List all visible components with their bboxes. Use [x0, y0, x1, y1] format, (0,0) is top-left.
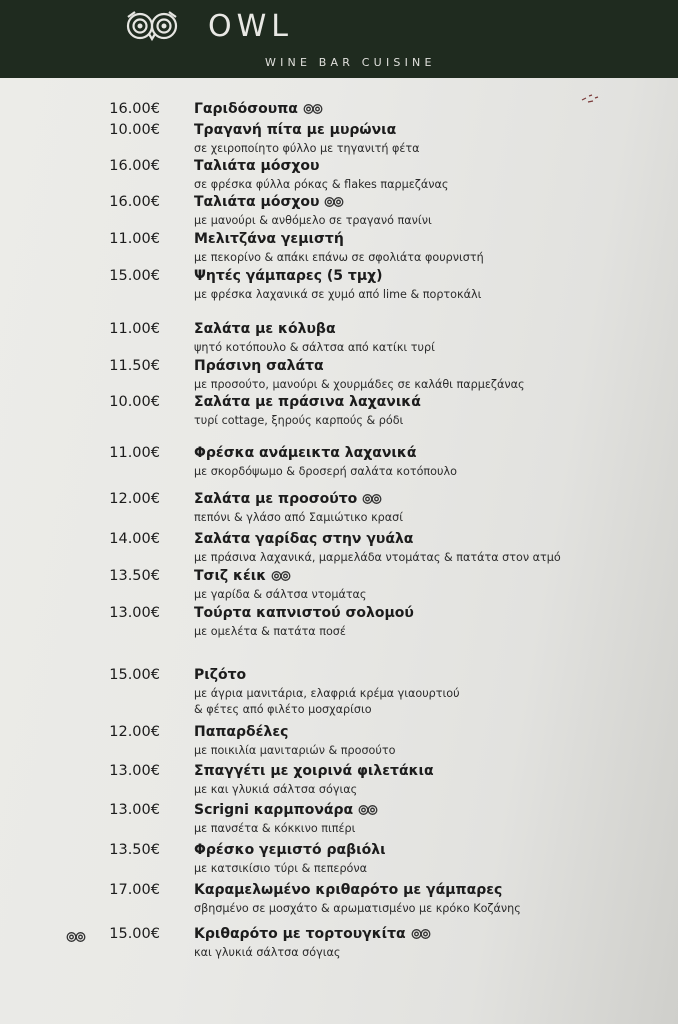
item-price: 16.00€: [109, 101, 160, 117]
item-name-text: Γαριδόσουπα: [194, 101, 298, 117]
item-name: [194, 194, 344, 210]
item-description: με και γλυκιά σάλτσα σόγιας: [194, 783, 358, 796]
item-name: [194, 667, 246, 683]
brand-name: OWL: [208, 9, 293, 44]
item-price: 17.00€: [109, 882, 160, 898]
item-description: & φέτες από φιλέτο μοσχαρίσιο: [194, 703, 372, 716]
item-name-text: Φρέσκο γεμιστό ραβιόλι: [194, 842, 386, 858]
item-price: 13.50€: [109, 568, 160, 584]
item-name: [194, 531, 413, 547]
item-description: με πεκορίνο & απάκι επάνω σε σφολιάτα φουρνιστή: [194, 251, 484, 264]
item-price: 11.00€: [109, 231, 160, 247]
item-description: με ποικιλία μανιταριών & προσούτο: [194, 744, 396, 757]
item-name-text: Σαλάτα με προσούτο: [194, 491, 358, 507]
item-name-text: Κριθαρότο με τορτουγκίτα: [194, 926, 406, 942]
item-price: 15.00€: [109, 667, 160, 683]
item-name-text: Τραγανή πίτα με μυρώνια: [194, 122, 397, 138]
item-price: 13.00€: [109, 605, 160, 621]
item-description: σε χειροποίητο φύλλο με τηγανιτή φέτα: [194, 142, 420, 155]
item-name: [194, 122, 396, 138]
item-name: [194, 605, 414, 621]
item-description: και γλυκιά σάλτσα σόγιας: [194, 946, 341, 959]
brand-tagline: WINE BAR CUISINE: [265, 56, 436, 69]
item-name-text: Ριζότο: [194, 667, 247, 683]
item-name-text: Σαλάτα με πράσινα λαχανικά: [194, 394, 421, 410]
item-name: [194, 882, 502, 898]
item-name: [194, 724, 288, 740]
item-price: 10.00€: [109, 394, 160, 410]
item-name: [194, 358, 324, 374]
item-name: [194, 394, 421, 410]
item-name-text: Μελιτζάνα γεμιστή: [194, 231, 344, 247]
item-name: [194, 268, 383, 284]
item-price: 15.00€: [109, 926, 160, 942]
owl-eyes-icon: [271, 570, 291, 582]
item-price: 16.00€: [109, 194, 160, 210]
item-price: 13.50€: [109, 842, 160, 858]
item-name: [194, 568, 291, 584]
item-name-text: Τούρτα καπνιστού σολομού: [194, 605, 414, 621]
item-description: ψητό κοτόπουλο & σάλτσα από κατίκι τυρί: [194, 341, 435, 354]
item-name: [194, 231, 344, 247]
item-description: με κατσικίσιο τύρι & πεπερόνα: [194, 862, 368, 875]
item-price: 12.00€: [109, 724, 160, 740]
item-name-text: Πράσινη σαλάτα: [194, 358, 324, 374]
item-name-text: Παπαρδέλες: [194, 724, 289, 740]
item-name-text: Σπαγγέτι με χοιρινά φιλετάκια: [194, 763, 434, 779]
item-name-text: Ταλιάτα μόσχου: [194, 194, 320, 210]
item-name: [194, 763, 434, 779]
item-name: [194, 491, 382, 507]
item-name-text: Φρέσκα ανάμεικτα λαχανικά: [194, 445, 417, 461]
item-description: με άγρια μανιτάρια, ελαφριά κρέμα γιαουρτιού: [194, 687, 460, 700]
item-name: [194, 802, 378, 818]
menu-header: [0, 0, 678, 78]
owl-eyes-icon: [362, 493, 382, 505]
item-name: [194, 842, 386, 858]
owl-eyes-icon: [324, 196, 344, 208]
item-name-text: Scrigni καρμπονάρα: [194, 802, 354, 818]
item-description: με προσούτο, μανούρι & χουρμάδες σε καλάθι παρμεζάνας: [194, 378, 525, 391]
item-price: 10.00€: [109, 122, 160, 138]
item-price: 13.00€: [109, 802, 160, 818]
item-description: σε φρέσκα φύλλα ρόκας & flakes παρμεζάνας: [194, 178, 449, 191]
item-name: [194, 321, 336, 337]
item-description: με σκορδόψωμο & δροσερή σαλάτα κοτόπουλο: [194, 465, 457, 478]
item-description: πεπόνι & γλάσο από Σαμιώτικο κρασί: [194, 511, 404, 524]
item-description: με πανσέτα & κόκκινο πιπέρι: [194, 822, 356, 835]
item-name-text: Σαλάτα γαρίδας στην γυάλα: [194, 531, 414, 547]
item-name: [194, 158, 319, 174]
pen-mark-icon: [580, 92, 600, 106]
owl-eyes-icon: [411, 928, 431, 940]
item-price: 11.50€: [109, 358, 160, 374]
item-name: [194, 445, 416, 461]
item-price: 12.00€: [109, 491, 160, 507]
item-description: σβησμένο σε μοσχάτο & αρωματισμένο με κρόκο Κοζάνης: [194, 902, 521, 915]
owl-eyes-icon: [358, 804, 378, 816]
item-price: 11.00€: [109, 321, 160, 337]
item-name-text: Ταλιάτα μόσχου: [194, 158, 320, 174]
owl-eyes-icon: [125, 8, 179, 44]
item-price: 13.00€: [109, 763, 160, 779]
item-price: 16.00€: [109, 158, 160, 174]
item-description: τυρί cottage, ξηρούς καρπούς & ρόδι: [194, 414, 404, 427]
item-name: [194, 101, 323, 117]
item-price: 15.00€: [109, 268, 160, 284]
owl-eyes-icon: [303, 103, 323, 115]
item-description: με μανούρι & ανθόμελο σε τραγανό πανίνι: [194, 214, 432, 227]
item-description: με γαρίδα & σάλτσα ντομάτας: [194, 588, 367, 601]
item-name-text: Καραμελωμένο κριθαρότο με γάμπαρες: [194, 882, 503, 898]
item-description: με φρέσκα λαχανικά σε χυμό από lime & πορτοκάλι: [194, 288, 482, 301]
item-description: με πράσινα λαχανικά, μαρμελάδα ντομάτας & πατάτα στον ατμό: [194, 551, 561, 564]
item-price: 11.00€: [109, 445, 160, 461]
item-price: 14.00€: [109, 531, 160, 547]
item-name-text: Σαλάτα με κόλυβα: [194, 321, 336, 337]
owl-eyes-icon: [66, 931, 86, 943]
item-name-text: Ψητές γάμπαρες (5 τμχ): [194, 268, 383, 284]
item-name: [194, 926, 431, 942]
item-name-text: Τσιζ κέικ: [194, 568, 267, 584]
item-description: με ομελέτα & πατάτα ποσέ: [194, 625, 346, 638]
